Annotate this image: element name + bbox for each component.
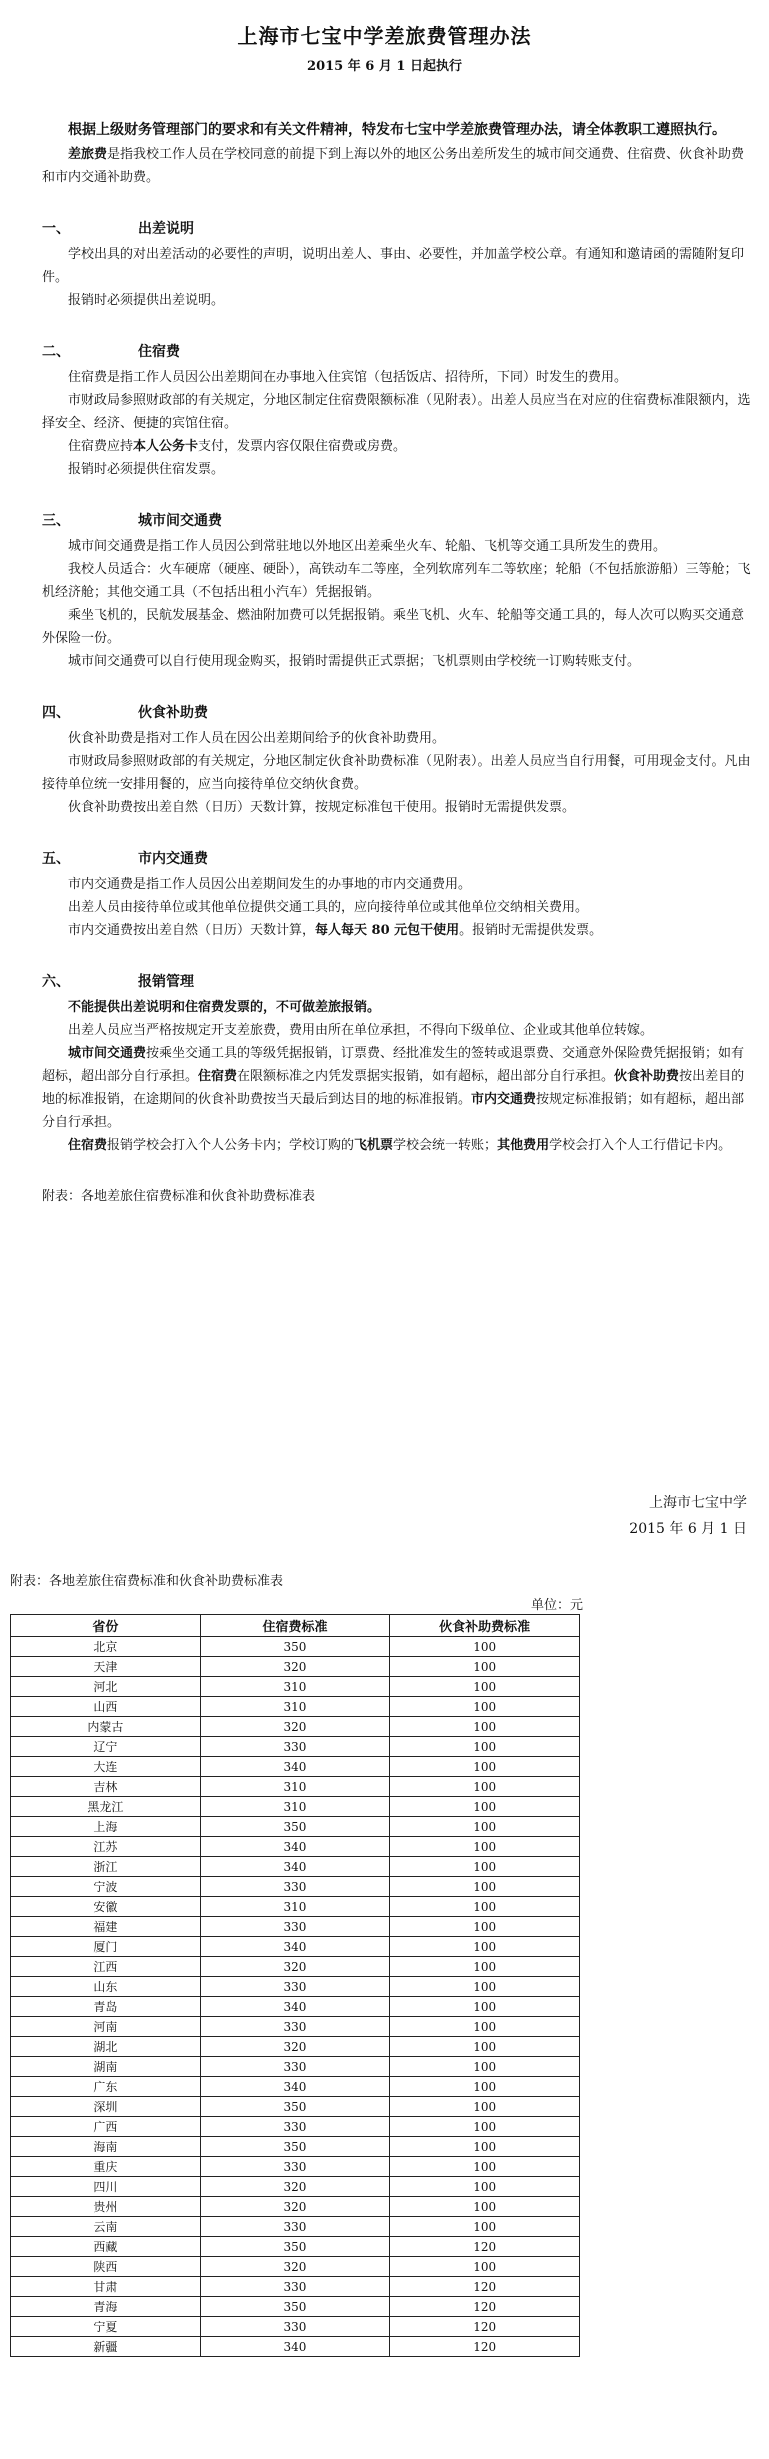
table-row xyxy=(11,1957,580,1977)
cell-meal: 100 xyxy=(390,1837,580,1857)
attachment-table-title: 附表：各地差旅住宿费标准和伙食补助费标准表 xyxy=(10,1574,284,1589)
section-2-paragraph: 报销时必须提供住宿发票。 xyxy=(68,462,225,477)
cell-province: 贵州 xyxy=(11,2197,201,2217)
cell-lodging: 310 xyxy=(200,1697,390,1717)
cell-province: 宁夏 xyxy=(11,2317,201,2337)
cell-lodging: 340 xyxy=(200,1997,390,2017)
definition-term: 差旅费 xyxy=(68,147,108,162)
signature-block xyxy=(629,1490,747,1542)
cell-lodging: 350 xyxy=(200,2137,390,2157)
cell-meal: 100 xyxy=(390,1677,580,1697)
table-row xyxy=(11,1917,580,1937)
cell-meal: 120 xyxy=(390,2237,580,2257)
cell-meal: 100 xyxy=(390,1717,580,1737)
header-province: 省份 xyxy=(11,1615,201,1637)
cell-province: 江西 xyxy=(11,1957,201,1977)
cell-province: 安徽 xyxy=(11,1897,201,1917)
cell-meal: 100 xyxy=(390,2217,580,2237)
cell-meal: 100 xyxy=(390,2057,580,2077)
table-row xyxy=(11,2257,580,2277)
table-row xyxy=(11,2337,580,2357)
cell-province: 天津 xyxy=(11,1657,201,1677)
section-3-paragraph: 我校人员适合：火车硬席（硬座、硬卧），高铁动车二等座，全列软席列车二等软座；轮船（不包括旅游船）三等舱；飞机经济舱；其他交通工具（不包括出租小汽车）凭据报销。 xyxy=(42,562,751,600)
cell-province: 新疆 xyxy=(11,2337,201,2357)
cell-lodging: 340 xyxy=(200,2337,390,2357)
section-6-paragraph: 城市间交通费按乘坐交通工具的等级凭据报销，订票费、经批准发生的签转或退票费、交通意外保险费凭据报销；如有超标，超出部分自行承担。住宿费在限额标准之内凭发票据实报销，如有超标，超出部分自行承担。伙食补助费按出差目的地的标准报销，在途期间的伙食补助费按当天最后到达目的地的标准报销。市内交通费按规定标准报销；如有超标，超出部分自行承担。 xyxy=(42,1046,745,1130)
page-title: 上海市七宝中学差旅费管理办法 xyxy=(237,24,532,48)
cell-lodging: 310 xyxy=(200,1797,390,1817)
table-row xyxy=(11,2057,580,2077)
cell-meal: 100 xyxy=(390,2097,580,2117)
cell-lodging: 330 xyxy=(200,1917,390,1937)
cell-meal: 100 xyxy=(390,2017,580,2037)
cell-lodging: 330 xyxy=(200,1877,390,1897)
table-row xyxy=(11,1817,580,1837)
cell-meal: 100 xyxy=(390,2257,580,2277)
cell-province: 山西 xyxy=(11,1697,201,1717)
section-1-paragraph: 报销时必须提供出差说明。 xyxy=(68,293,225,308)
section-6-paragraph: 出差人员应当严格按规定开支差旅费，费用由所在单位承担，不得向下级单位、企业或其他单位转嫁。 xyxy=(68,1023,654,1038)
cell-province: 青海 xyxy=(11,2297,201,2317)
cell-lodging: 340 xyxy=(200,2077,390,2097)
section-2-paragraph: 住宿费是指工作人员因公出差期间在办事地入住宾馆（包括饭店、招待所，下同）时发生的费用。 xyxy=(68,370,628,385)
document-body xyxy=(42,118,754,1208)
cell-province: 湖北 xyxy=(11,2037,201,2057)
cell-meal: 100 xyxy=(390,2157,580,2177)
cell-lodging: 320 xyxy=(200,1657,390,1677)
cell-province: 海南 xyxy=(11,2137,201,2157)
rates-table xyxy=(10,1614,580,2357)
cell-lodging: 350 xyxy=(200,2237,390,2257)
cell-lodging: 320 xyxy=(200,2257,390,2277)
cell-province: 宁波 xyxy=(11,1877,201,1897)
definition-text: 是指我校工作人员在学校同意的前提下到上海以外的地区公务出差所发生的城市间交通费、住宿费、伙食补助费和市内交通补助费。 xyxy=(42,147,745,185)
section-6-paragraph: 住宿费报销学校会打入个人公务卡内；学校订购的飞机票学校会统一转账；其他费用学校会打入个人工行借记卡内。 xyxy=(68,1138,732,1153)
cell-lodging: 320 xyxy=(200,2197,390,2217)
cell-lodging: 320 xyxy=(200,1717,390,1737)
cell-province: 江苏 xyxy=(11,1837,201,1857)
cell-meal: 100 xyxy=(390,1757,580,1777)
section-2-paragraph: 住宿费应持本人公务卡支付，发票内容仅限住宿费或房费。 xyxy=(68,439,407,454)
table-row xyxy=(11,2277,580,2297)
section-4-paragraph: 市财政局参照财政部的有关规定，分地区制定伙食补助费标准（见附表）。出差人员应当自行用餐，可用现金支付。凡由接待单位统一安排用餐的，应当向接待单位交纳伙食费。 xyxy=(42,754,751,792)
cell-lodging: 310 xyxy=(200,1897,390,1917)
section-heading-1: 一、 出差说明 xyxy=(42,221,194,237)
cell-province: 黑龙江 xyxy=(11,1797,201,1817)
table-row xyxy=(11,1857,580,1877)
cell-lodging: 330 xyxy=(200,2017,390,2037)
cell-province: 北京 xyxy=(11,1637,201,1657)
cell-lodging: 330 xyxy=(200,2317,390,2337)
table-row xyxy=(11,1757,580,1777)
cell-meal: 100 xyxy=(390,1737,580,1757)
cell-province: 山东 xyxy=(11,1977,201,1997)
cell-province: 西藏 xyxy=(11,2237,201,2257)
cell-province: 吉林 xyxy=(11,1777,201,1797)
cell-lodging: 330 xyxy=(200,1737,390,1757)
section-3-paragraph: 城市间交通费是指工作人员因公到常驻地以外地区出差乘坐火车、轮船、飞机等交通工具所发生的费用。 xyxy=(68,539,667,554)
cell-meal: 100 xyxy=(390,2077,580,2097)
table-header-row xyxy=(11,1615,580,1637)
table-row xyxy=(11,2137,580,2157)
cell-province: 广西 xyxy=(11,2117,201,2137)
cell-lodging: 330 xyxy=(200,1977,390,1997)
section-5-paragraph: 出差人员由接待单位或其他单位提供交通工具的，应向接待单位或其他单位交纳相关费用。 xyxy=(68,900,589,915)
table-row xyxy=(11,1937,580,1957)
table-row xyxy=(11,2177,580,2197)
table-row xyxy=(11,2017,580,2037)
table-row xyxy=(11,2117,580,2137)
table-row xyxy=(11,1737,580,1757)
cell-meal: 100 xyxy=(390,1977,580,1997)
cell-meal: 100 xyxy=(390,1877,580,1897)
table-row xyxy=(11,2237,580,2257)
cell-lodging: 340 xyxy=(200,1757,390,1777)
table-row xyxy=(11,1837,580,1857)
cell-lodging: 350 xyxy=(200,1817,390,1837)
cell-meal: 100 xyxy=(390,1957,580,1977)
section-4-paragraph: 伙食补助费按出差自然（日历）天数计算，按规定标准包干使用。报销时无需提供发票。 xyxy=(68,800,576,815)
cell-province: 河南 xyxy=(11,2017,201,2037)
attachment-note: 附表：各地差旅住宿费标准和伙食补助费标准表 xyxy=(42,1189,316,1204)
cell-lodging: 320 xyxy=(200,1957,390,1977)
cell-meal: 100 xyxy=(390,1997,580,2017)
section-1-paragraph: 学校出具的对出差活动的必要性的声明，说明出差人、事由、必要性，并加盖学校公章。有通知和邀请函的需随附复印件。 xyxy=(42,247,745,285)
section-heading-2: 二、 住宿费 xyxy=(42,344,180,360)
cell-lodging: 330 xyxy=(200,2057,390,2077)
cell-lodging: 340 xyxy=(200,1857,390,1877)
table-row xyxy=(11,1657,580,1677)
table-row xyxy=(11,2197,580,2217)
table-body xyxy=(11,1637,580,2357)
section-3-paragraph: 城市间交通费可以自行使用现金购买，报销时需提供正式票据；飞机票则由学校统一订购转账支付。 xyxy=(68,654,641,669)
cell-lodging: 320 xyxy=(200,2037,390,2057)
cell-meal: 100 xyxy=(390,2197,580,2217)
cell-meal: 100 xyxy=(390,1697,580,1717)
table-row xyxy=(11,1777,580,1797)
cell-meal: 100 xyxy=(390,1777,580,1797)
cell-province: 重庆 xyxy=(11,2157,201,2177)
table-row xyxy=(11,2157,580,2177)
cell-lodging: 330 xyxy=(200,2157,390,2177)
cell-lodging: 350 xyxy=(200,2297,390,2317)
cell-province: 广东 xyxy=(11,2077,201,2097)
section-5-paragraph: 市内交通费是指工作人员因公出差期间发生的办事地的市内交通费用。 xyxy=(68,877,472,892)
cell-province: 四川 xyxy=(11,2177,201,2197)
cell-meal: 100 xyxy=(390,2037,580,2057)
cell-province: 云南 xyxy=(11,2217,201,2237)
table-row xyxy=(11,1997,580,2017)
cell-meal: 100 xyxy=(390,1857,580,1877)
section-4-paragraph: 伙食补助费是指对工作人员在因公出差期间给予的伙食补助费用。 xyxy=(68,731,446,746)
effective-date: 2015 年 6 月 1 日起执行 xyxy=(307,59,462,74)
cell-meal: 100 xyxy=(390,1797,580,1817)
cell-meal: 100 xyxy=(390,1817,580,1837)
section-2-paragraph: 市财政局参照财政部的有关规定，分地区制定住宿费限额标准（见附表）。出差人员应当在对应的住宿费标准限额内，选择安全、经济、便捷的宾馆住宿。 xyxy=(42,393,751,431)
section-6-paragraph: 不能提供出差说明和住宿费发票的，不可做差旅报销。 xyxy=(68,1000,381,1015)
cell-province: 大连 xyxy=(11,1757,201,1777)
cell-lodging: 320 xyxy=(200,2177,390,2197)
table-row xyxy=(11,2217,580,2237)
cell-province: 福建 xyxy=(11,1917,201,1937)
table-row xyxy=(11,1897,580,1917)
cell-province: 内蒙古 xyxy=(11,1717,201,1737)
table-unit: 单位：元 xyxy=(530,1598,583,1613)
cell-province: 甘肃 xyxy=(11,2277,201,2297)
cell-meal: 120 xyxy=(390,2317,580,2337)
cell-province: 陕西 xyxy=(11,2257,201,2277)
header-lodging: 住宿费标准 xyxy=(200,1615,390,1637)
cell-meal: 100 xyxy=(390,2177,580,2197)
cell-province: 辽宁 xyxy=(11,1737,201,1757)
cell-meal: 100 xyxy=(390,1897,580,1917)
cell-lodging: 340 xyxy=(200,1937,390,1957)
cell-meal: 100 xyxy=(390,2117,580,2137)
cell-meal: 120 xyxy=(390,2337,580,2357)
table-row xyxy=(11,2097,580,2117)
cell-lodging: 310 xyxy=(200,1777,390,1797)
section-heading-4: 四、 伙食补助费 xyxy=(42,705,208,721)
section-3-paragraph: 乘坐飞机的，民航发展基金、燃油附加费可以凭据报销。乘坐飞机、火车、轮船等交通工具的，每人次可以购买交通意外保险一份。 xyxy=(42,608,745,646)
signature-org: 上海市七宝中学 xyxy=(649,1495,747,1511)
table-row xyxy=(11,1717,580,1737)
table-row xyxy=(11,1697,580,1717)
cell-province: 深圳 xyxy=(11,2097,201,2117)
cell-meal: 100 xyxy=(390,1657,580,1677)
cell-lodging: 330 xyxy=(200,2217,390,2237)
cell-lodging: 330 xyxy=(200,2117,390,2137)
cell-lodging: 310 xyxy=(200,1677,390,1697)
header-meal: 伙食补助费标准 xyxy=(390,1615,580,1637)
cell-lodging: 350 xyxy=(200,1637,390,1657)
cell-lodging: 340 xyxy=(200,1837,390,1857)
section-heading-3: 三、 城市间交通费 xyxy=(42,513,222,529)
cell-meal: 100 xyxy=(390,1917,580,1937)
table-row xyxy=(11,2317,580,2337)
cell-meal: 120 xyxy=(390,2297,580,2317)
cell-lodging: 330 xyxy=(200,2277,390,2297)
cell-province: 浙江 xyxy=(11,1857,201,1877)
cell-meal: 100 xyxy=(390,1637,580,1657)
section-heading-6: 六、 报销管理 xyxy=(42,974,194,990)
cell-meal: 120 xyxy=(390,2277,580,2297)
definition-paragraph xyxy=(42,143,754,189)
cell-meal: 100 xyxy=(390,1937,580,1957)
table-row xyxy=(11,1877,580,1897)
table-row xyxy=(11,1637,580,1657)
table-row xyxy=(11,1797,580,1817)
cell-province: 青岛 xyxy=(11,1997,201,2017)
cell-province: 上海 xyxy=(11,1817,201,1837)
cell-province: 河北 xyxy=(11,1677,201,1697)
section-heading-5: 五、 市内交通费 xyxy=(42,851,208,867)
section-5-paragraph: 市内交通费按出差自然（日历）天数计算，每人每天 80 元包干使用。报销时无需提供发票。 xyxy=(68,923,603,938)
table-row xyxy=(11,1677,580,1697)
table-row xyxy=(11,1977,580,1997)
table-row xyxy=(11,2297,580,2317)
cell-meal: 100 xyxy=(390,2137,580,2157)
signature-date: 2015 年 6 月 1 日 xyxy=(629,1521,747,1537)
cell-lodging: 350 xyxy=(200,2097,390,2117)
cell-province: 湖南 xyxy=(11,2057,201,2077)
cell-province: 厦门 xyxy=(11,1937,201,1957)
intro-paragraph: 根据上级财务管理部门的要求和有关文件精神，特发布七宝中学差旅费管理办法，请全体教职工遵照执行。 xyxy=(68,122,726,138)
table-row xyxy=(11,2077,580,2097)
table-row xyxy=(11,2037,580,2057)
